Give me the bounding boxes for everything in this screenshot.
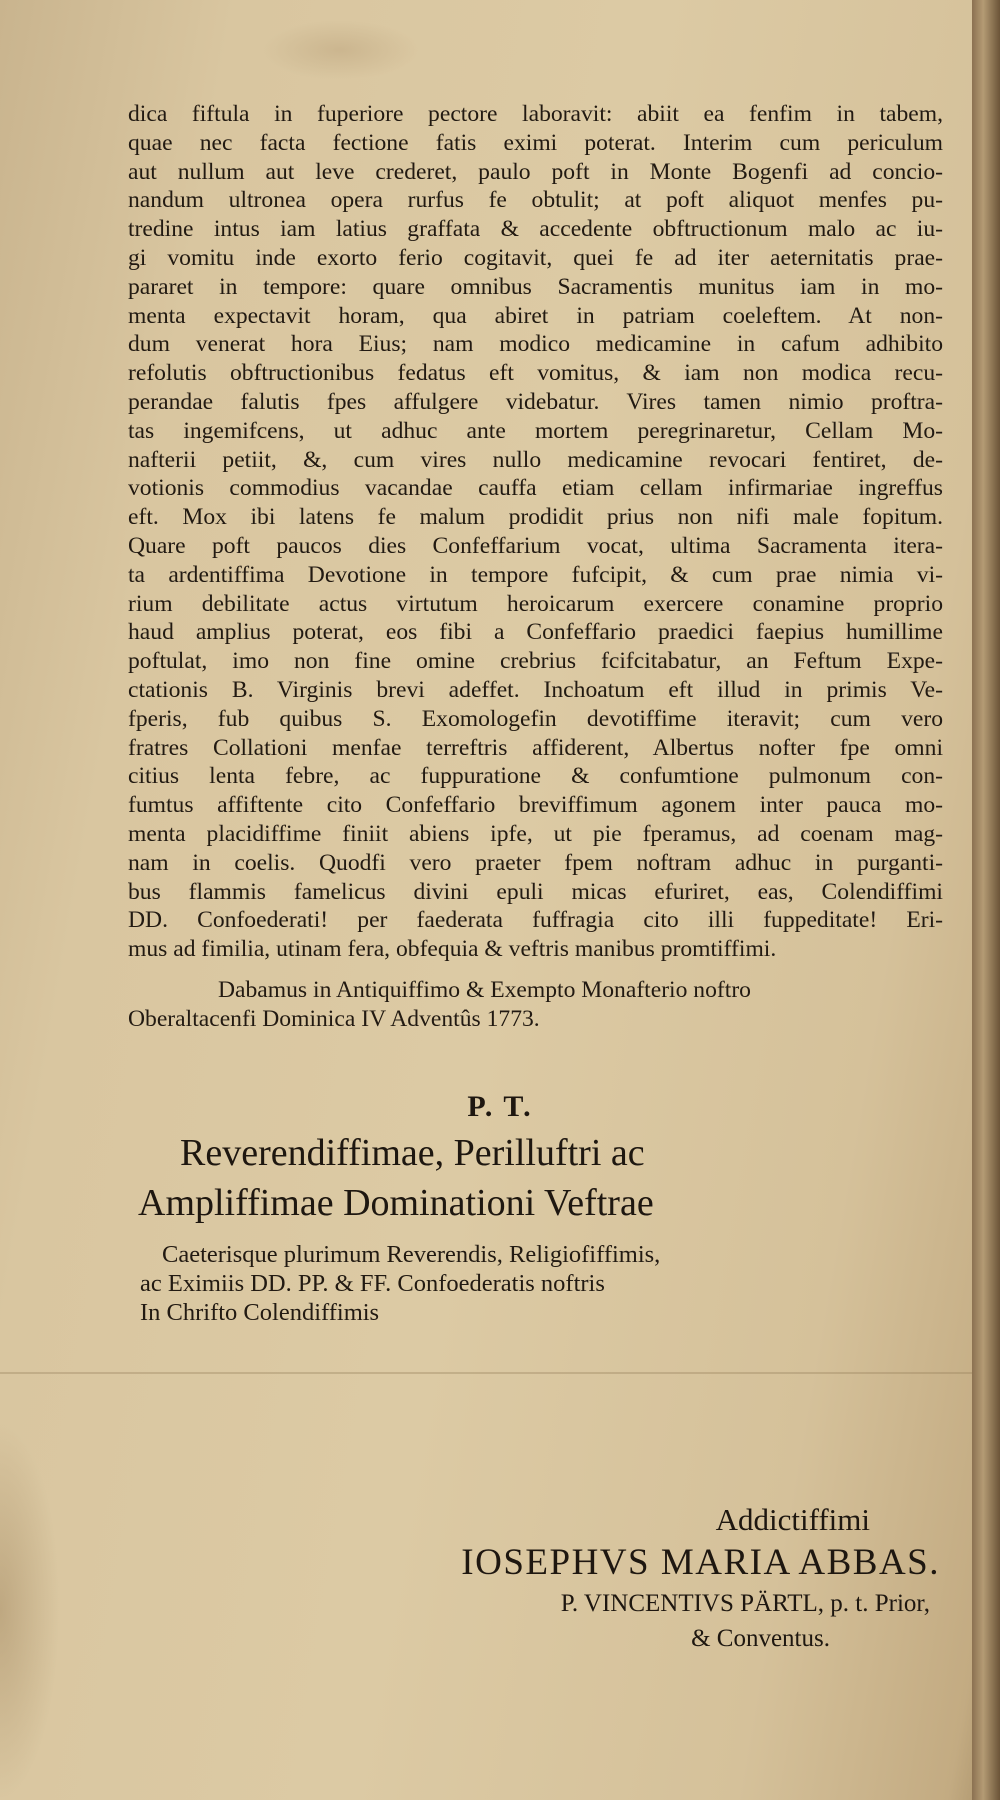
body-line: ctationis B. Virginis brevi adeffet. Inchoatum eft illud in primis Ve- xyxy=(128,676,943,703)
body-line: perandae falutis fpes affulgere videbatur. Vires tamen nimio proftra- xyxy=(128,388,943,415)
body-line: haud amplius poterat, eos fibi a Confeffario praedici faepius humillime xyxy=(128,619,943,646)
addressees-line-1: Caeterisque plurimum Reverendis, Religiofiffimis, xyxy=(162,1241,661,1268)
body-line: gi vomitu inde exorto ferio cogitavit, quei fe ad iter aeternitatis prae- xyxy=(128,244,943,271)
body-line: dica fiftula in fuperiore pectore laboravit: abiit ea fenfim in tabem, xyxy=(128,101,943,127)
body-line: fperis, fub quibus S. Exomologefin devotiffime iteravit; cum vero xyxy=(128,705,943,732)
body-line: quae nec facta fectione fatis eximi poterat. Interim cum periculum xyxy=(128,129,943,156)
body-line: Quare poft paucos dies Confeffarium vocat, ultima Sacramenta itera- xyxy=(128,532,943,559)
body-line: eft. Mox ibi latens fe malum prodidit prius non nifi male fopitum. xyxy=(128,504,943,531)
body-line: fratres Collationi menfae terreftris affiderent, Albertus nofter fpe omni xyxy=(128,734,943,761)
body-line: mus ad fimilia, utinam fera, obfequia & veftris manibus promtiffimi. xyxy=(128,936,777,963)
body-line: fumtus affiftente cito Confeffario breviffimum agonem inter pauca mo- xyxy=(128,792,943,819)
signature-closing: Addictiffimi xyxy=(715,1502,870,1537)
body-line: tas ingemifcens, ut adhuc ante mortem peregrinaretur, Cellam Mo- xyxy=(128,417,943,444)
paper-fold xyxy=(0,1372,972,1374)
body-line: dum venerat hora Eius; nam modico medicamine in cafum adhibito xyxy=(128,331,943,358)
dating-line-2: Oberaltacenfi Dominica IV Adventûs 1773. xyxy=(128,1006,540,1032)
addressees-block xyxy=(140,1240,660,1327)
signature-prior: P. VINCENTIVS PÄRTL, p. t. Prior, xyxy=(560,1590,930,1617)
dating-block xyxy=(128,976,943,1034)
body-line: DD. Confoederati! per faederata fuffragia cito illi fuppeditate! Eri- xyxy=(128,907,943,934)
address-line-2: Ampliffimae Dominationi Veftrae xyxy=(138,1182,654,1224)
paper-stain xyxy=(0,1420,60,1800)
body-line: rium debilitate actus virtutum heroicarum exercere conamine proprio xyxy=(128,590,943,617)
signature-convent: & Conventus. xyxy=(691,1625,830,1652)
address-line-1: Reverendiffimae, Perilluftri ac xyxy=(180,1132,645,1174)
paper-stain xyxy=(260,20,420,80)
pt-heading: P. T. xyxy=(467,1090,533,1123)
page-edge xyxy=(972,0,1000,1800)
addressees-line-2: ac Eximiis DD. PP. & FF. Confoederatis noftris xyxy=(140,1270,605,1297)
addressees-line-3: In Chrifto Colendiffimis xyxy=(140,1299,380,1326)
body-line: refolutis obftructionibus fedatus eft vomitus, & iam non modica recu- xyxy=(128,360,943,387)
body-line: menta placidiffime finiit abiens ipfe, ut pie fperamus, ad coenam mag- xyxy=(128,820,943,847)
signature-block xyxy=(400,1500,940,1656)
body-line: bus flammis famelicus divini epuli micas efuriret, eas, Colendiffimi xyxy=(128,878,943,905)
signature-abbot: IOSEPHVS MARIA ABBAS. xyxy=(461,1542,940,1583)
body-line: tredine intus iam latius graffata & accedente obftructionum malo ac iu- xyxy=(128,216,943,243)
body-line: aut nullum aut leve crederet, paulo poft in Monte Bogenfi ad concio- xyxy=(128,158,943,185)
body-line: poftulat, imo non fine omine crebrius fcifcitabatur, an Feftum Expe- xyxy=(128,648,943,675)
body-line: votionis commodius vacandae cauffa etiam cellam infirmariae ingreffus xyxy=(128,475,943,502)
body-line: pararet in tempore: quare omnibus Sacramentis munitus iam in mo- xyxy=(128,273,943,300)
body-line: ta ardentiffima Devotione in tempore fufcipit, & cum prae nimia vi- xyxy=(128,561,943,588)
dating-line-1: Dabamus in Antiquiffimo & Exempto Monafterio noftro xyxy=(218,977,751,1003)
body-line: nafterii petiit, &, cum vires nullo medicamine revocari fentiret, de- xyxy=(128,446,943,473)
body-line: menta expectavit horam, qua abiret in patriam coeleftem. At non- xyxy=(128,302,943,329)
body-line: citius lenta febre, ac fuppuratione & confumtione pulmonum con- xyxy=(128,763,943,790)
body-line: nandum ultronea opera rurfus fe obtulit; at poft aliquot menfes pu- xyxy=(128,187,943,214)
body-text xyxy=(128,100,943,964)
address-block xyxy=(138,1128,654,1228)
body-line: nam in coelis. Quodfi vero praeter fpem noftram adhuc in purganti- xyxy=(128,849,943,876)
